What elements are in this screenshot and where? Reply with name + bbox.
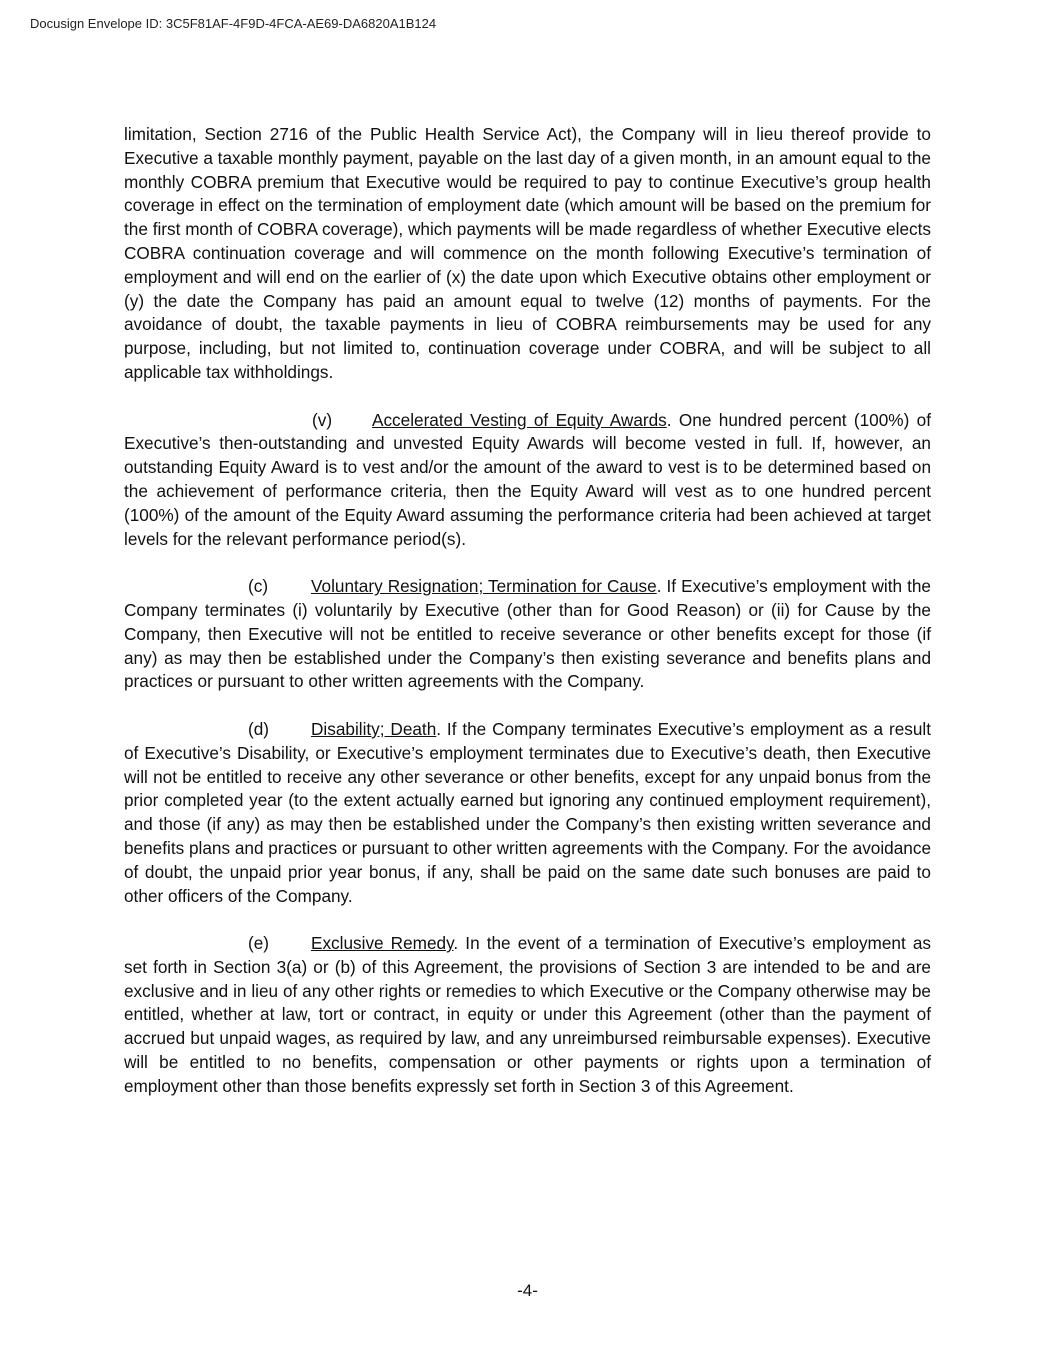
section-heading: Exclusive Remedy <box>311 933 454 954</box>
section-heading: Accelerated Vesting of Equity Awards <box>372 409 667 430</box>
paragraph-accelerated-vesting <box>124 409 931 552</box>
paragraph-text: . In the event of a termination of Executive’s employment as set forth in Section 3(a) or (b) of this Agreement, the provisions of Section 3 are intended to be and are exclusive and in lieu of any other rights or remedies to which Executive or the Company otherwise may be entitled, whether at law, tort or contract, in equity or under this Agreement (other than the payment of accrued but unpaid wages, as required by law, and any unreimbursed reimbursable expenses). Executive will be entitled to no benefits, compensation or other payments or rights upon a termination of employment other than those benefits expressly set forth in Section 3 of this Agreement. <box>124 933 932 1096</box>
paragraph-text: . If the Company terminates Executive’s employment as a result of Executive’s Disability, or Executive’s employment terminates due to Executive’s death, then Executive will not be entitled to receive any other severance or other benefits, except for any unpaid bonus from the prior completed year (to the extent actually earned but ignoring any continued employment requirement), and those (if any) as may then be established under the Company’s then existing written severance and benefits plans and practices or pursuant to other written agreements with the Company. For the avoidance of doubt, the unpaid prior year bonus, if any, shall be paid on the same date such bonuses are paid to other officers of the Company. <box>124 718 932 906</box>
page-number: -4- <box>517 1281 538 1300</box>
item-label: (d) <box>248 718 270 739</box>
paragraph-text: . If Executive’s employment with the Company terminates (i) voluntarily by Executive (other than for Good Reason) or (ii) for Cause by the Company, then Executive will not be entitled to receive severance or other benefits except for those (if any) as may then be established under the Company’s then existing severance and benefits plans and practices or pursuant to other written agreements with the Company. <box>124 576 931 692</box>
item-label: (v) <box>312 409 333 430</box>
section-heading: Disability; Death <box>311 718 437 739</box>
paragraph-voluntary-resignation <box>124 575 931 694</box>
docusign-envelope-id: Docusign Envelope ID: 3C5F81AF-4F9D-4FCA-AE69-DA6820A1B124 <box>30 16 437 31</box>
paragraph-cobra-payment: limitation, Section 2716 of the Public Health Service Act), the Company will in lieu thereof provide to Executive a taxable monthly payment, payable on the last day of a given month, in an amount equal to the monthly COBRA premium that Executive would be required to pay to continue Executive’s group health coverage in effect on the termination of employment date (which amount will be based on the premium for the first month of COBRA coverage), which payments will be made regardless of whether Executive elects COBRA continuation coverage and will commence on the month following Executive’s termination of employment and will end on the earlier of (x) the date upon which Executive obtains other employment or (y) the date the Company has paid an amount equal to twelve (12) months of payments. For the avoidance of doubt, the taxable payments in lieu of COBRA reimbursements may be used for any purpose, including, but not limited to, continuation coverage under COBRA, and will be subject to all applicable tax withholdings. <box>124 124 931 382</box>
item-label: (c) <box>248 576 269 597</box>
item-label: (e) <box>248 933 270 954</box>
paragraph-disability-death <box>124 718 931 908</box>
section-heading: Voluntary Resignation; Termination for Cause <box>311 576 657 597</box>
paragraph-exclusive-remedy <box>124 932 931 1099</box>
document-body <box>124 123 931 1122</box>
paragraph-text: . One hundred percent (100%) of Executive’s then-outstanding and unvested Equity Awards will become vested in full. If, however, an outstanding Equity Award is to vest and/or the amount of the award to vest is to be determined based on the achievement of performance criteria, then the Equity Award will vest as to one hundred percent (100%) of the amount of the Equity Award assuming the performance criteria had been achieved at target levels for the relevant performance period(s). <box>124 409 931 549</box>
